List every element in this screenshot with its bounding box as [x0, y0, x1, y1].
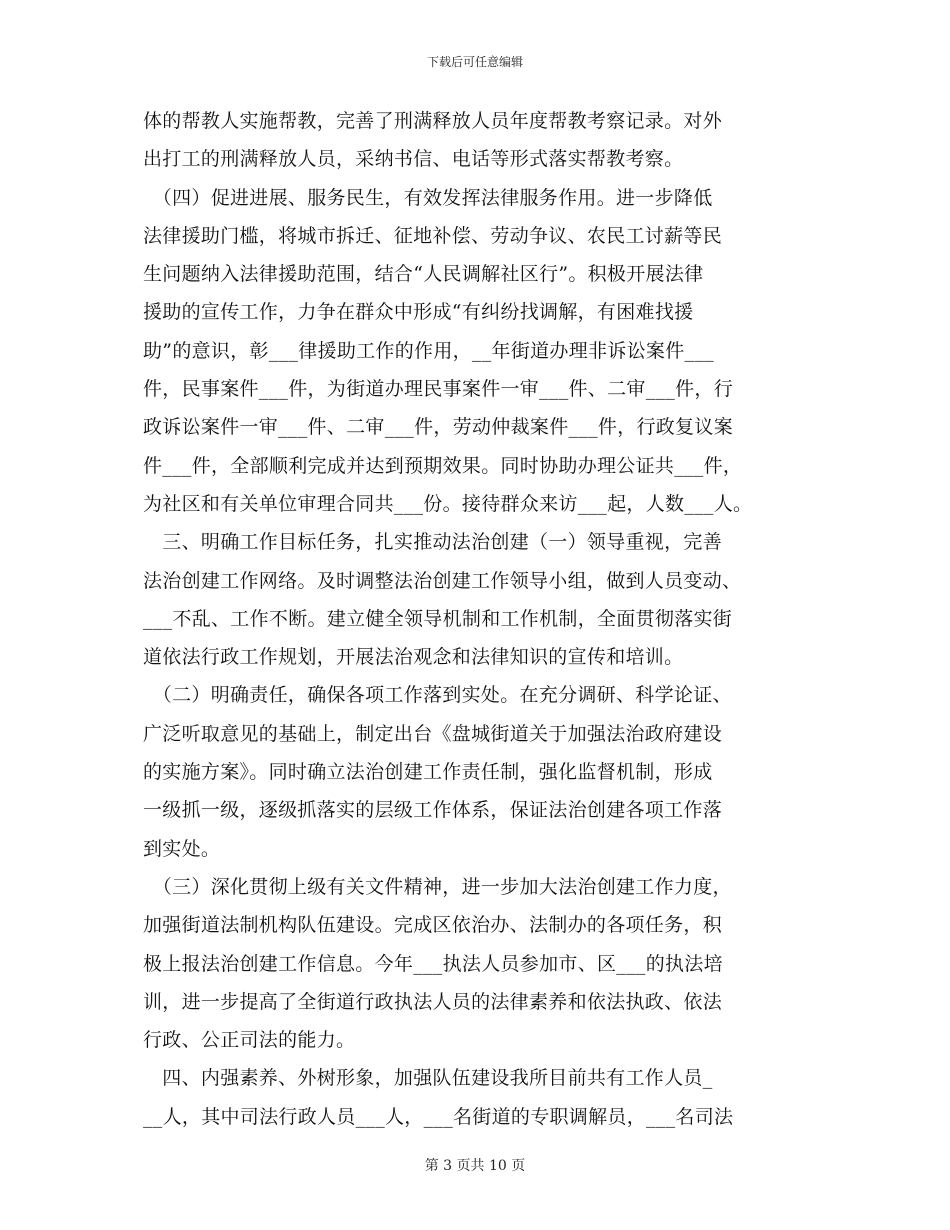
text-line: 件，民事案件___件，为街道办理民事案件一审___件、二审___件，行 [143, 378, 734, 401]
text-line: 四、内强素养、外树形象，加强队伍建设我所目前共有工作人员_ [143, 1067, 713, 1090]
text-line: 为社区和有关单位审理合同共___份。接待群众来访___起，人数___人。 [143, 492, 753, 515]
text-line: 法律援助门槛，将城市拆迁、征地补偿、劳动争议、农民工讨薪等民 [143, 224, 723, 247]
text-line: 到实处。 [143, 837, 221, 860]
text-line: 行政、公正司法的能力。 [143, 1029, 356, 1052]
text-line: 道依法行政工作规划，开展法治观念和法律知识的宣传和培训。 [143, 646, 684, 669]
text-line: 训，进一步提高了全街道行政执法人员的法律素养和依法执政、依法 [143, 990, 723, 1013]
text-line: 出打工的刑满释放人员，采纳书信、电话等形式落实帮教考察。 [143, 148, 684, 171]
text-line: 三、明确工作目标任务，扎实推动法治创建（一）领导重视，完善 [143, 531, 723, 554]
text-line: 广泛听取意见的基础上，制定出台《盘城街道关于加强法治政府建设 [143, 722, 723, 745]
text-line: 政诉讼案件一审___件、二审___件，劳动仲裁案件___件，行政复议案 [143, 416, 734, 439]
text-line: 生问题纳入法律援助范围，结合“人民调解社区行”。积极开展法律 [143, 263, 704, 286]
text-line: 体的帮教人实施帮教，完善了刑满释放人员年度帮教考察记录。对外 [143, 110, 723, 132]
text-line: 极上报法治创建工作信息。今年___执法人员参加市、区___的执法培 [143, 952, 723, 975]
page-number-footer: 第 3 页共 10 页 [424, 1158, 526, 1174]
text-line: （三）深化贯彻上级有关文件精神，进一步加大法治创建工作力度， [143, 875, 732, 898]
text-line: 助”的意识，彰___律援助工作的作用，__年街道办理非诉讼案件___ [143, 339, 714, 362]
text-line: 援助的宣传工作，力争在群众中形成“有纠纷找调解，有困难找援 [143, 301, 694, 324]
text-line: __人，其中司法行政人员___人，___名街道的专职调解员，___名司法 [143, 1105, 734, 1128]
text-line: 加强街道法制机构队伍建设。完成区依治办、法制办的各项任务，积 [143, 914, 723, 937]
text-line: （四）促进进展、服务民生，有效发挥法律服务作用。进一步降低 [143, 186, 713, 209]
document-body [143, 102, 823, 1136]
text-line: （二）明确责任，确保各项工作落到实处。在充分调研、科学论证、 [143, 684, 732, 707]
text-line: ___不乱、工作不断。建立健全领导机制和工作机制，全面贯彻落实街 [143, 607, 733, 630]
page-header-note: 下载后可任意编辑 [426, 55, 523, 69]
text-line: 一级抓一级，逐级抓落实的层级工作体系，保证法治创建各项工作落 [143, 799, 723, 822]
text-line: 件___件，全部顺利完成并达到预期效果。同时协助办理公证共___件， [143, 454, 743, 477]
text-line: 法治创建工作网络。及时调整法治创建工作领导小组，做到人员变动、 [143, 569, 742, 592]
text-line: 的实施方案》。同时确立法治创建工作责任制，强化监督机制，形成 [143, 761, 713, 784]
